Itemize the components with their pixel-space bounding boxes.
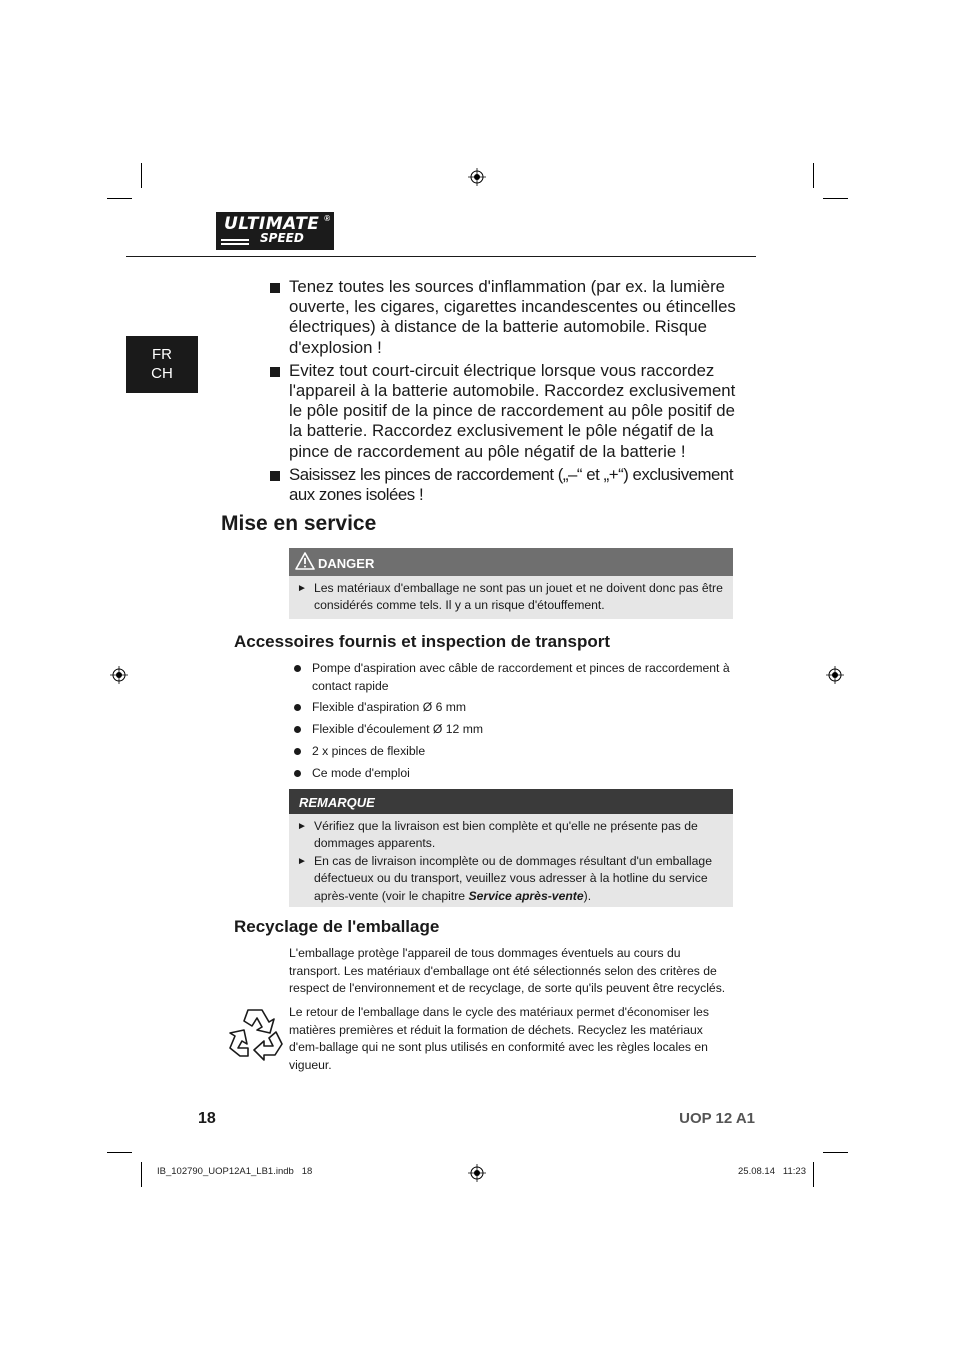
- remark-body: [289, 814, 733, 907]
- round-bullet-icon: [294, 726, 301, 733]
- list-item: [297, 580, 723, 615]
- slug-file: [157, 1166, 312, 1177]
- item-text: Pompe d'aspiration avec câble de raccordement et pinces de raccordement à contact rapide: [312, 661, 730, 693]
- arrow-bullet-icon: ►: [297, 855, 307, 867]
- remark-text-2b: ).: [583, 888, 592, 903]
- list-item: [270, 277, 740, 358]
- header-rule: [126, 256, 756, 257]
- crop-mark: [107, 1152, 132, 1153]
- slug-datetime: [738, 1166, 806, 1177]
- list-item: [270, 361, 740, 462]
- safety-bullet-list: [270, 277, 740, 508]
- item-text: Flexible d'écoulement Ø 12 mm: [312, 722, 483, 737]
- danger-header: [289, 548, 733, 576]
- model-number: UOP 12 A1: [679, 1110, 755, 1127]
- crop-mark: [141, 1162, 142, 1187]
- page-number: 18: [198, 1110, 216, 1127]
- danger-label: DANGER: [318, 556, 375, 571]
- recycling-paragraph-1: L'emballage protège l'appareil de tous dommages éventuels au cours du transport. Les matériaux d'emballage ont été sélectionnés selon des critères de respect de l'environnement et de recyclage, de sorte qu'ils peuvent être recyclés.: [289, 946, 726, 996]
- item-text: Ce mode d'emploi: [312, 765, 410, 780]
- brand-mark: ®: [324, 214, 330, 223]
- danger-text: Les matériaux d'emballage ne sont pas un jouet et ne doivent donc pas être considérés comme tels. Il y a un risque d'étouffement.: [314, 581, 723, 613]
- crop-mark: [823, 1152, 848, 1153]
- brand-logo: [216, 212, 334, 250]
- round-bullet-icon: [294, 665, 301, 672]
- brand-line2: SPEED: [260, 231, 304, 245]
- registration-mark-icon: [468, 168, 486, 186]
- list-item: [293, 743, 733, 761]
- list-item: [293, 721, 733, 739]
- recycle-icon: [226, 1006, 284, 1062]
- service-link-text: Service après-vente: [468, 888, 584, 903]
- bullet-text: Tenez toutes les sources d'inflammation (par ex. la lumière ouverte, les cigares, cigarettes incandescentes ou étincelles électriques) à distance de la batterie automobile. Risque d'explosion !: [289, 277, 736, 357]
- item-text: Flexible d'aspiration Ø 6 mm: [312, 700, 467, 715]
- crop-mark: [813, 163, 814, 188]
- slug-page: 18: [301, 1166, 313, 1177]
- round-bullet-icon: [294, 748, 301, 755]
- list-item: [270, 465, 740, 505]
- recycling-paragraph-2: Le retour de l'emballage dans le cycle des matériaux permet d'économiser les matières premières et réduit la formation de déchets. Recyclez les matériaux d'em-ballage qui ne sont plus utilisés en conformité avec les règles locales en vigueur.: [289, 1005, 709, 1072]
- warning-icon: [295, 552, 315, 570]
- crop-mark: [813, 1162, 814, 1187]
- accessories-list: [293, 660, 733, 787]
- arrow-bullet-icon: ►: [297, 821, 307, 832]
- slug-date: 25.08.14: [738, 1166, 775, 1177]
- arrow-bullet-icon: ►: [297, 583, 307, 594]
- accessories-title: Accessoires fournis et inspection de transport: [234, 632, 610, 651]
- list-item: [297, 818, 723, 853]
- language-ch: CH: [151, 365, 173, 382]
- square-bullet-icon: [270, 471, 280, 481]
- danger-body: [289, 576, 733, 619]
- registration-mark-icon: [468, 1164, 486, 1182]
- registration-mark-icon: [826, 666, 844, 684]
- remark-header: [289, 789, 733, 814]
- list-item: [293, 660, 733, 695]
- item-text: 2 x pinces de flexible: [312, 743, 426, 758]
- section-title: Mise en service: [221, 512, 377, 535]
- language-fr: FR: [152, 346, 172, 363]
- brand-line1: ULTIMATE: [224, 214, 320, 234]
- square-bullet-icon: [270, 367, 280, 377]
- list-item: [293, 699, 733, 717]
- round-bullet-icon: [294, 704, 301, 711]
- registration-mark-icon: [110, 666, 128, 684]
- crop-mark: [107, 198, 132, 199]
- recycling-title: Recyclage de l'emballage: [234, 917, 440, 936]
- round-bullet-icon: [294, 770, 301, 777]
- remark-text-1: Vérifiez que la livraison est bien complète et qu'elle ne présente pas de dommages apparents.: [314, 819, 698, 851]
- bullet-text: Evitez tout court-circuit électrique lorsque vous raccordez l'appareil à la batterie automobile. Raccordez exclusivement le pôle positif de la pince de raccordement au pôle positif de la batterie. Raccordez exclusivement le pôle négatif de la pince de raccordement au pôle négatif de la batterie !: [289, 360, 736, 461]
- list-item: [293, 765, 733, 783]
- crop-mark: [141, 163, 142, 188]
- language-tab: [126, 336, 198, 393]
- remark-text-2a: En cas de livraison incomplète ou de dommages résultant d'un emballage défectueux ou du transport, veuillez vous adresser à la hotline du service après-vente (voir le chapitre: [314, 853, 712, 903]
- remark-label: REMARQUE: [299, 795, 375, 810]
- slug-time: 11:23: [782, 1166, 806, 1177]
- slug-filename: IB_102790_UOP12A1_LB1.indb: [157, 1166, 294, 1177]
- bullet-text: Saisissez les pinces de raccordement („–“ et „+“) exclusivement aux zones isolées !: [289, 464, 734, 505]
- square-bullet-icon: [270, 283, 280, 293]
- crop-mark: [823, 198, 848, 199]
- list-item: [297, 853, 723, 905]
